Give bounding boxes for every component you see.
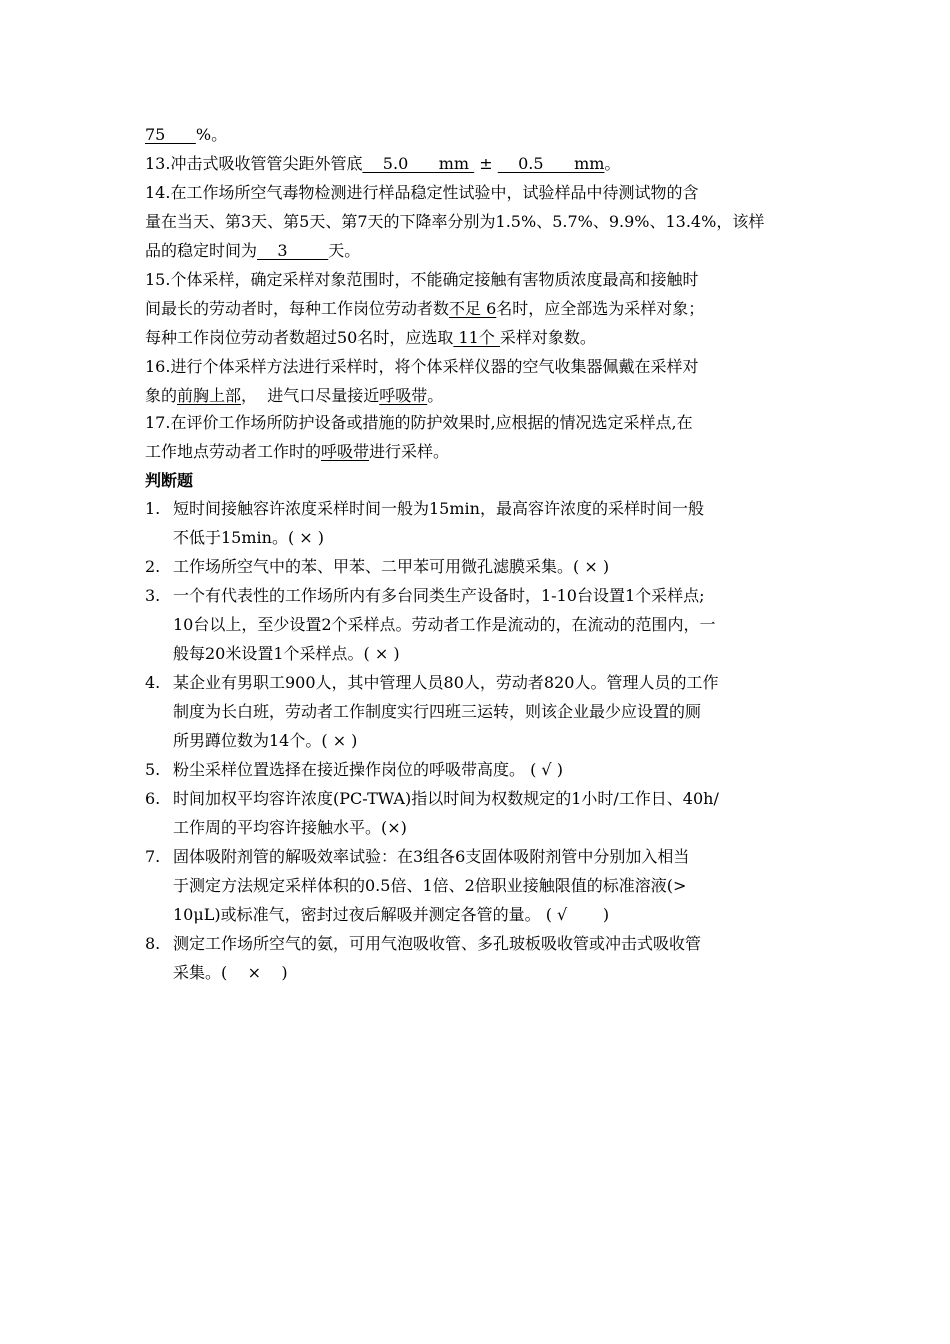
q13-answer-2: 0.5 mm [497, 154, 605, 173]
q15-text-2: 名时，应全部选为采样对象； [496, 299, 705, 318]
judge-item-line: 粉尘采样位置选择在接近操作岗位的呼吸带高度。 ( √ ) [173, 760, 563, 779]
q16-answer-2: 呼吸带 [379, 386, 428, 405]
q12-tail-line [145, 120, 810, 149]
q14-end: 天。 [328, 241, 361, 260]
q13-text: 13.冲击式吸收管管尖距外管底 [145, 154, 363, 173]
judge-item-number: 3. [145, 586, 161, 605]
q16-end: 。 [427, 386, 444, 405]
q15-text-4: 采样对象数。 [499, 328, 596, 347]
judge-item-number: 7. [145, 847, 161, 866]
judge-item-line: 于测定方法规定采样体积的0.5倍、1倍、2倍职业接触限值的标准溶液(> [173, 876, 687, 895]
judge-item-line: 10台以上，至少设置2个采样点。劳动者工作是流动的，在流动的范围内，一 [173, 615, 716, 634]
judge-item-line: 固体吸附剂管的解吸效率试验：在3组各6支固体吸附剂管中分别加入相当 [173, 847, 690, 866]
q17-line-2 [145, 437, 810, 466]
judge-item-line: 制度为长白班，劳动者工作制度实行四班三运转，则该企业最少应设置的厕 [173, 702, 702, 721]
judge-item-number: 1. [145, 499, 161, 518]
judge-item-line: 一个有代表性的工作场所内有多台同类生产设备时，1-10台设置1个采样点; [173, 586, 705, 605]
judge-item-line: 般每20米设置1个采样点。( × ) [173, 644, 400, 663]
q15-line-1: 15.个体采样，确定采样对象范围时，不能确定接触有害物质浓度最高和接触时 [145, 270, 699, 289]
q14-answer: 3 [257, 241, 329, 260]
q15-line-3 [145, 323, 810, 352]
judge-item-line: 不低于15min。( × ) [173, 528, 325, 547]
q13-plusminus: ± [474, 154, 498, 173]
q16-answer-1: 前胸上部 [177, 386, 242, 405]
judge-item-number: 5. [145, 760, 161, 779]
q14-line-2: 量在当天、第3天、第5天、第7天的下降率分别为1.5%、5.7%、9.9%、13.4%，该样 [145, 212, 765, 231]
judge-item-number: 8. [145, 934, 161, 953]
judge-item-line: 10μL)或标准气，密封过夜后解吸并测定各管的量。 ( √ ) [173, 905, 610, 924]
q13-answer-1: 5.0 mm [362, 154, 475, 173]
q14-line-1: 14.在工作场所空气毒物检测进行样品稳定性试验中，试验样品中待测试物的含 [145, 183, 699, 202]
q16-text-2: ， 进气口尽量接近 [241, 386, 380, 405]
q15-text-1: 间最长的劳动者时，每种工作岗位劳动者数 [145, 299, 450, 318]
q17-line-1: 17.在评价工作场所防护设备或措施的防护效果时,应根据的情况选定采样点,在 [145, 413, 693, 432]
q12-answer: 75 [145, 125, 196, 144]
q14-line-3 [145, 236, 810, 265]
judge-item-line: 短时间接触容许浓度采样时间一般为15min，最高容许浓度的采样时间一般 [173, 499, 704, 518]
judge-item-number: 6. [145, 789, 161, 808]
q13-line [145, 149, 810, 178]
judge-item-line: 时间加权平均容许浓度(PC-TWA)指以时间为权数规定的1小时/工作日、40h/ [173, 789, 719, 808]
judge-item-number: 4. [145, 673, 161, 692]
q13-end: 。 [604, 154, 621, 173]
judge-item-line: 采集。( × ) [173, 963, 288, 982]
judge-item-number: 2. [145, 557, 161, 576]
q17-end: 进行采样。 [369, 442, 450, 461]
q17-text: 工作地点劳动者工作时的 [145, 442, 322, 461]
judge-item-line: 某企业有男职工900人，其中管理人员80人，劳动者820人。管理人员的工作 [173, 673, 719, 692]
q15-answer-1: 不足 6 [449, 299, 497, 318]
q15-line-2 [145, 294, 810, 323]
q16-line-1: 16.进行个体采样方法进行采样时，将个体采样仪器的空气收集器佩戴在采样对 [145, 357, 699, 376]
judge-item-line: 所男蹲位数为14个。( × ) [173, 731, 358, 750]
q17-answer: 呼吸带 [321, 442, 370, 461]
judge-heading: 判断题 [145, 471, 194, 490]
judge-item-line: 工作场所空气中的苯、甲苯、二甲苯可用微孔滤膜采集。( × ) [173, 557, 610, 576]
q15-text-3: 每种工作岗位劳动者数超过50名时，应选取 [145, 328, 454, 347]
q15-answer-2: 11个 [453, 328, 500, 347]
q16-line-2 [145, 381, 810, 410]
q12-suffix: %。 [195, 125, 228, 144]
judge-item-line: 测定工作场所空气的氨，可用气泡吸收管、多孔玻板吸收管或冲击式吸收管 [173, 934, 702, 953]
q16-text-1: 象的 [145, 386, 178, 405]
q14-text: 品的稳定时间为 [145, 241, 258, 260]
judge-item-line: 工作周的平均容许接触水平。(×) [173, 818, 407, 837]
